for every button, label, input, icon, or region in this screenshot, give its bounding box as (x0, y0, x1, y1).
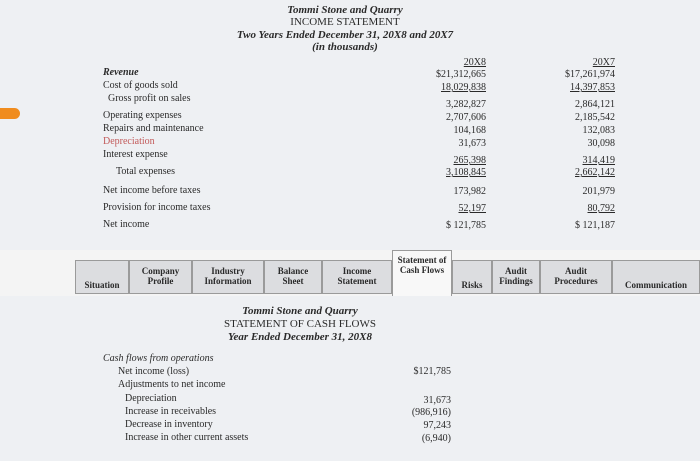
income-value-20x7: 201,979 (582, 186, 615, 197)
cash-section-heading: Cash flows from operations (103, 353, 214, 364)
income-value-20x8: $ 121,785 (446, 220, 486, 231)
tab-label: Situation (84, 280, 120, 290)
income-value-20x8: 3,282,827 (446, 99, 486, 110)
income-value-20x8: $21,312,665 (436, 69, 486, 80)
cash-row-label: Increase in receivables (125, 406, 217, 417)
cash-period: Year Ended December 31, 20X8 (228, 331, 372, 343)
tab-statement-of-cash-flows[interactable] (392, 250, 452, 296)
tab-label: Communication (624, 280, 687, 290)
tab-industry-information[interactable] (192, 260, 264, 294)
income-value-20x8: 104,168 (453, 125, 486, 136)
cash-row-label: Depreciation (125, 393, 177, 404)
tab-label: Procedures (554, 275, 598, 286)
cursor-marker (0, 108, 20, 119)
cash-row-value: $121,785 (413, 366, 451, 377)
income-value-20x8: 265,398 (453, 155, 486, 166)
income-col-header-20x7: 20X7 (592, 57, 615, 68)
income-value-20x7: 2,185,542 (575, 112, 615, 123)
income-value-20x7: 14,397,853 (570, 82, 615, 93)
income-value-20x8: 2,707,606 (446, 112, 486, 123)
tab-audit-findings[interactable] (492, 260, 540, 294)
income-row-label: Total expenses (116, 166, 176, 177)
income-row-label: Revenue (103, 67, 139, 78)
income-row-label: Depreciation (103, 136, 155, 147)
income-row-label: Cost of goods sold (103, 80, 178, 91)
income-value-20x8: 18,029,838 (441, 82, 486, 93)
income-value-20x7: 132,083 (582, 125, 615, 136)
tab-label: Information (204, 275, 252, 286)
tab-risks[interactable] (452, 260, 492, 294)
cash-row-value: 97,243 (423, 420, 451, 431)
tab-balance-sheet[interactable] (264, 260, 322, 294)
tab-communication[interactable] (612, 260, 700, 294)
tab-income-statement[interactable] (322, 260, 392, 294)
income-value-20x7: 30,098 (587, 138, 615, 149)
cash-row-label: Adjustments to net income (118, 379, 226, 390)
tab-label: Profile (147, 275, 174, 286)
tab-label: Industry (211, 265, 245, 276)
income-row-label: Operating expenses (103, 110, 182, 121)
tab-label: Income (342, 265, 372, 276)
tab-situation[interactable] (75, 260, 129, 294)
cash-row-label: Increase in other current assets (125, 432, 249, 443)
tab-label: Sheet (282, 275, 304, 286)
income-period: Two Years Ended December 31, 20X8 and 20X7 (236, 29, 454, 41)
tab-company-profile[interactable] (129, 260, 192, 294)
income-row-label: Interest expense (103, 149, 168, 160)
income-row-label: Gross profit on sales (108, 93, 191, 104)
income-value-20x8: 52,197 (458, 203, 486, 214)
cash-row-value: 31,673 (423, 395, 451, 406)
income-value-20x8: 173,982 (453, 186, 486, 197)
tab-label: Company (141, 265, 180, 276)
income-value-20x8: 3,108,845 (446, 167, 486, 178)
income-row-label: Provision for income taxes (103, 202, 211, 213)
income-value-20x7: $ 121,187 (575, 220, 615, 231)
income-row-label: Net income before taxes (103, 185, 201, 196)
income-col-header-20x8: 20X8 (463, 57, 486, 68)
tab-label: Balance (277, 265, 309, 276)
income-value-20x7: 2,864,121 (575, 99, 615, 110)
tab-audit-procedures[interactable] (540, 260, 612, 294)
income-value-20x7: $17,261,974 (565, 69, 615, 80)
tab-label: Audit (504, 265, 527, 276)
cash-company-name: Tommi Stone and Quarry (242, 305, 358, 317)
income-value-20x7: 2,662,142 (575, 167, 615, 178)
tab-label: Findings (499, 275, 533, 286)
cash-row-value: (6,940) (421, 433, 451, 444)
cash-row-label: Decrease in inventory (125, 419, 213, 430)
income-units: (in thousands) (312, 41, 378, 53)
cash-row-value: (986,916) (411, 407, 451, 418)
income-company-name: Tommi Stone and Quarry (287, 4, 403, 16)
income-value-20x7: 314,419 (582, 155, 615, 166)
cash-title: STATEMENT OF CASH FLOWS (223, 318, 377, 330)
tab-label: Statement (337, 275, 377, 286)
income-row-label: Repairs and maintenance (103, 123, 204, 134)
income-row-label: Net income (103, 219, 150, 230)
tab-label: Statement of Cash Flows (397, 255, 447, 275)
income-title: INCOME STATEMENT (290, 16, 400, 28)
cash-row-label: Net income (loss) (118, 366, 190, 377)
income-value-20x7: 80,792 (587, 203, 615, 214)
tab-label: Risks (461, 280, 483, 290)
tab-label: Audit (564, 265, 587, 276)
income-value-20x8: 31,673 (458, 138, 486, 149)
